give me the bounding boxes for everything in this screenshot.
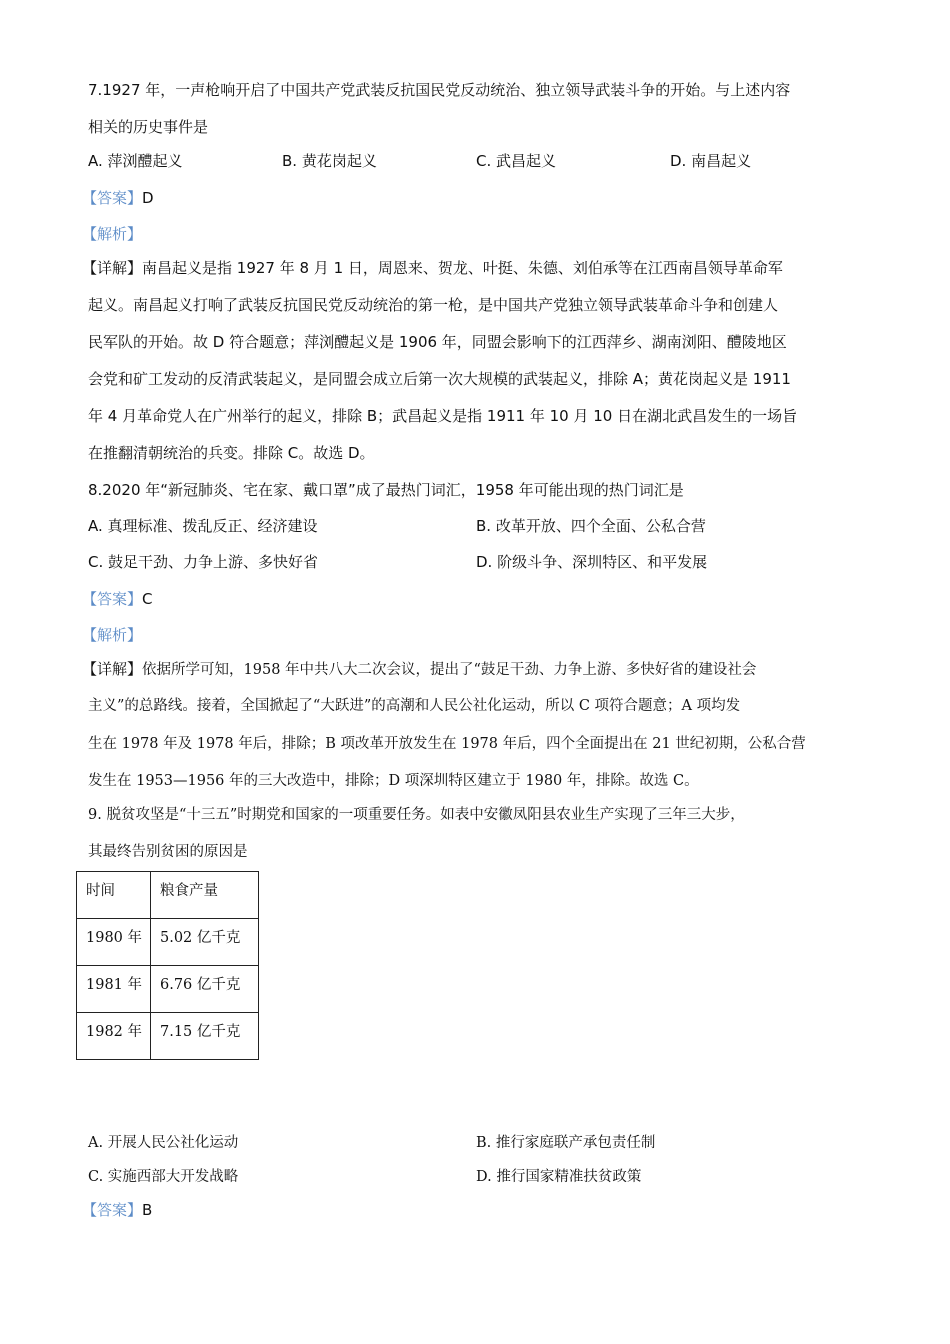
table-cell: 1982 年 [77, 1013, 151, 1060]
answer-label: 【答案】 [82, 189, 143, 207]
q7-detail-line2: 起义。南昌起义打响了武装反抗国民党反动统治的第一枪，是中国共产党独立领导武装革命斗争和创建人 [88, 296, 779, 314]
detail-text: 南昌起义是指 1927 年 8 月 1 日，周恩来、贺龙、叶挺、朱德、刘伯承等在江西南昌领导革命军 [142, 259, 783, 277]
q7-analysis-label: 【解析】 [82, 225, 143, 243]
answer-label: 【答案】 [82, 1201, 143, 1219]
table-row [77, 966, 259, 1013]
table-cell: 1981 年 [77, 966, 151, 1013]
q9-option-a: A. 开展人民公社化运动 [88, 1135, 239, 1151]
q9-option-c: C. 实施西部大开发战略 [88, 1169, 239, 1185]
q8-stem: 8.2020 年“新冠肺炎、宅在家、戴口罩”成了最热门词汇，1958 年可能出现的热门词汇是 [88, 481, 684, 499]
grain-output-table [76, 871, 259, 1060]
q8-detail-line3: 生在 1978 年及 1978 年后，排除；B 项改革开放发生在 1978 年后，四个全面提出在 21 世纪初期，公私合营 [88, 736, 806, 752]
table-cell: 6.76 亿千克 [151, 966, 259, 1013]
q9-stem-line1: 9. 脱贫攻坚是“十三五”时期党和国家的一项重要任务。如表中安徽凤阳县农业生产实现了三年三大步， [88, 807, 745, 823]
q7-option-c: C. 武昌起义 [476, 152, 557, 170]
detail-label: 【详解】 [82, 660, 143, 678]
q8-detail-line4: 发生在 1953—1956 年的三大改造中，排除；D 项深圳特区建立于 1980 年，排除。故选 C。 [88, 773, 699, 789]
q7-option-a: A. 萍浏醴起义 [88, 152, 183, 170]
detail-label: 【详解】 [82, 259, 143, 277]
q7-detail-line5: 年 4 月革命党人在广州举行的起义，排除 B；武昌起义是指 1911 年 10 月 10 日在湖北武昌发生的一场旨 [88, 407, 798, 425]
table-header-cell: 粮食产量 [151, 872, 259, 919]
q8-option-d: D. 阶级斗争、深圳特区、和平发展 [476, 553, 708, 571]
q8-detail-line2: 主义”的总路线。接着，全国掀起了“大跃进”的高潮和人民公社化运动，所以 C 项符合题意；A 项均发 [88, 698, 741, 714]
q8-detail-line1 [82, 659, 872, 680]
table-row [77, 919, 259, 966]
q8-option-b: B. 改革开放、四个全面、公私合营 [476, 517, 706, 535]
q7-detail-line4: 会党和矿工发动的反清武装起义，是同盟会成立后第一次大规模的武装起义，排除 A；黄花岗起义是 1911 [88, 370, 791, 388]
q8-answer [82, 589, 872, 609]
q7-answer [82, 188, 872, 208]
q8-option-c: C. 鼓足干劲、力争上游、多快好省 [88, 553, 319, 571]
q7-option-b: B. 黄花岗起义 [282, 152, 377, 170]
q9-stem-line2: 其最终告别贫困的原因是 [88, 844, 248, 860]
q7-detail-line1 [82, 258, 872, 278]
q7-option-d: D. 南昌起义 [670, 152, 752, 170]
detail-text: 依据所学可知，1958 年中共八大二次会议，提出了“鼓足干劲、力争上游、多快好省的建设社会 [142, 662, 757, 678]
q7-stem-line2: 相关的历史事件是 [88, 118, 209, 136]
answer-value: C [142, 590, 153, 608]
q7-detail-line6: 在推翻清朝统治的兵变。排除 C。故选 D。 [88, 444, 375, 462]
answer-label: 【答案】 [82, 590, 143, 608]
table-row [77, 1013, 259, 1060]
answer-value: D [142, 189, 154, 207]
q9-option-b: B. 推行家庭联产承包责任制 [476, 1135, 656, 1151]
q8-analysis-label: 【解析】 [82, 626, 143, 644]
q9-answer [82, 1200, 872, 1220]
q7-detail-line3: 民军队的开始。故 D 符合题意；萍浏醴起义是 1906 年，同盟会影响下的江西萍乡、湖南浏阳、醴陵地区 [88, 333, 787, 351]
q7-stem-line1: 7.1927 年，一声枪响开启了中国共产党武装反抗国民党反动统治、独立领导武装斗争的开始。与上述内容 [88, 81, 791, 99]
table-header-cell: 时间 [77, 872, 151, 919]
answer-value: B [142, 1201, 153, 1219]
q9-option-d: D. 推行国家精准扶贫政策 [476, 1169, 642, 1185]
table-header-row [77, 872, 259, 919]
table-cell: 5.02 亿千克 [151, 919, 259, 966]
table-cell: 1980 年 [77, 919, 151, 966]
q8-option-a: A. 真理标准、拨乱反正、经济建设 [88, 517, 318, 535]
table-cell: 7.15 亿千克 [151, 1013, 259, 1060]
